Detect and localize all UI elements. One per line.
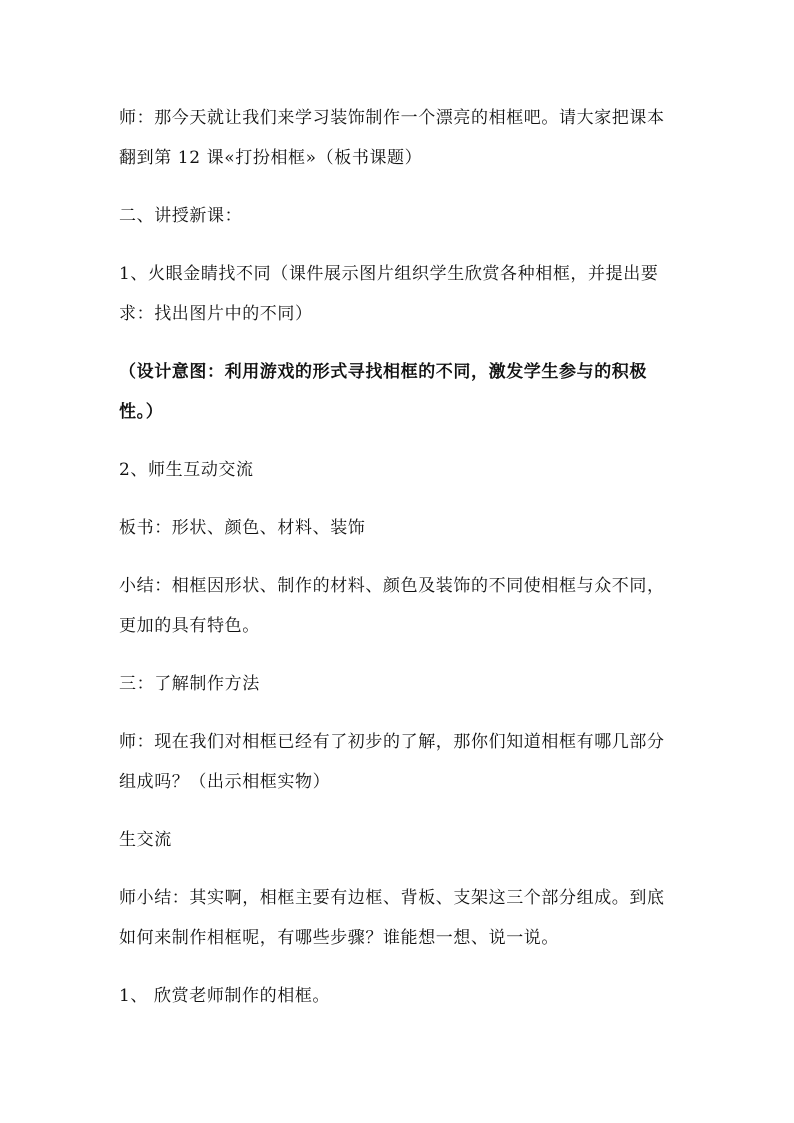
document-body — [119, 98, 679, 1034]
paragraph-students-discuss: 生交流 — [119, 830, 172, 850]
paragraph-teacher-summary: 师小结：其实啊，相框主要有边框、背板、支架这三个部分组成。到底如何来制作相框呢，有哪些步骤？谁能想一想、说一说。 — [119, 888, 665, 948]
paragraph-summary: 小结：相框因形状、制作的材料、颜色及装饰的不同使相框与众不同，更加的具有特色。 — [119, 576, 665, 636]
section-heading-new-lesson: 二、讲授新课： — [119, 206, 243, 226]
section-heading-method: 三：了解制作方法 — [119, 674, 260, 694]
paragraph-teacher-intro: 师：那今天就让我们来学习装饰制作一个漂亮的相框吧。请大家把课本翻到第 12 课«打扮相框»（板书课题） — [119, 108, 665, 168]
paragraph-design-intent: （设计意图：利用游戏的形式寻找相框的不同，激发学生参与的积极性。） — [119, 362, 647, 422]
paragraph-blackboard: 板书：形状、颜色、材料、装饰 — [119, 518, 366, 538]
paragraph-find-differences: 1、火眼金睛找不同（课件展示图片组织学生欣赏各种相框，并提出要求：找出图片中的不同） — [119, 264, 659, 324]
paragraph-interaction: 2、师生互动交流 — [119, 460, 254, 480]
paragraph-appreciate: 1、 欣赏老师制作的相框。 — [119, 986, 331, 1006]
paragraph-teacher-question: 师：现在我们对相框已经有了初步的了解，那你们知道相框有哪几部分组成吗？（出示相框实物） — [119, 732, 665, 792]
